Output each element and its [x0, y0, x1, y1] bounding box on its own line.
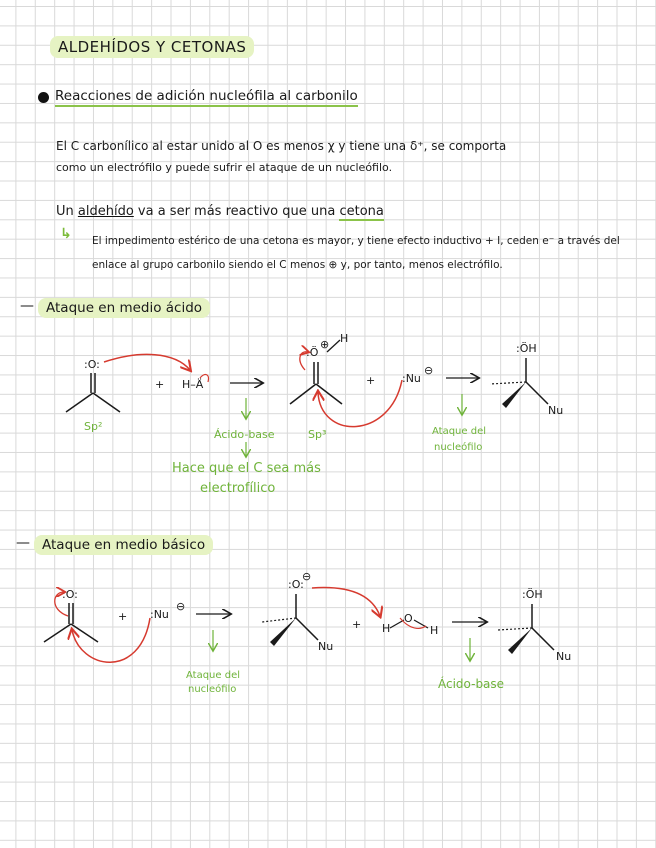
plus-sign: +	[366, 374, 376, 387]
note-line: El impedimento estérico de una cetona es mayor, y tiene efecto inductivo + I, ceden e⁻ a través del	[92, 235, 620, 247]
hydroxyl-group: :ÖH	[516, 342, 537, 355]
proton: H	[340, 332, 349, 345]
hybridization-label: Sp²	[84, 420, 103, 433]
nucleophile-attack-label: nucleófilo	[188, 684, 237, 695]
effect-label: electrofílico	[200, 481, 276, 496]
page-title: ALDEHÍDOS Y CETONAS	[50, 36, 254, 58]
water-hydrogen: H	[430, 624, 439, 637]
protonated-oxygen: :Ö	[306, 346, 319, 359]
dash-marker: —	[16, 535, 30, 551]
carbonyl-oxygen: :O:	[84, 358, 100, 371]
hydroxyl-group: :ÖH	[522, 588, 543, 601]
negative-charge-icon: ⊖	[176, 600, 186, 613]
paragraph-line: como un electrófilo y puede sufrir el ataque de un nucleófilo.	[56, 161, 393, 174]
hybridization-label: Sp³	[308, 428, 327, 441]
water-hydrogen: H	[382, 622, 391, 635]
effect-label: Hace que el C sea más	[172, 461, 321, 476]
nucleophile-attack-label: nucleófilo	[434, 442, 483, 453]
nucleophile-substituent: Nu	[318, 640, 334, 653]
aldehyde-word: aldehído	[77, 204, 134, 219]
nucleophile-substituent: Nu	[548, 404, 564, 417]
nucleophile: :Nu	[150, 608, 169, 621]
dash-marker: —	[20, 298, 34, 314]
negative-charge-icon: ⊖	[424, 364, 434, 377]
plus-sign: +	[155, 378, 165, 391]
ketone-word: cetona	[339, 204, 384, 219]
text-fragment: va a ser más reactivo que una	[133, 204, 340, 219]
carbonyl-oxygen: :O:	[62, 588, 78, 601]
nucleophile-attack-label: Ataque del	[432, 426, 487, 437]
water-oxygen: O	[404, 612, 413, 625]
nucleophile-attack-label: Ataque del	[186, 670, 241, 681]
plus-sign: +	[118, 610, 128, 623]
nucleophile-substituent: Nu	[556, 650, 572, 663]
alkoxide-oxygen: :O:	[288, 578, 304, 591]
heading-text: Reacciones de adición nucleófila al carbonilo	[55, 88, 358, 107]
paragraph-line: El C carbonílico al estar unido al O es menos χ y tiene una δ⁺, se comporta	[56, 139, 507, 153]
section-heading-acid: Ataque en medio ácido	[38, 298, 210, 318]
acid-scheme	[66, 332, 563, 496]
note-line: enlace al grupo carbonilo siendo el C menos ⊕ y, por tanto, menos electrófilo.	[92, 259, 503, 271]
acid-base-label: Ácido-base	[214, 428, 275, 441]
basic-scheme	[44, 570, 571, 695]
acid-base-label: Ácido-base	[438, 677, 505, 691]
section-heading-basic: Ataque en medio básico	[34, 535, 213, 555]
nucleophile: :Nu	[402, 372, 421, 385]
positive-charge-icon: ⊕	[320, 338, 330, 351]
plus-sign: +	[352, 618, 362, 631]
text-fragment: Un	[56, 204, 78, 219]
negative-charge-icon: ⊖	[302, 570, 312, 583]
green-arrow-icon: ↳	[60, 226, 72, 242]
acid-reagent: H–Ä	[182, 378, 204, 391]
